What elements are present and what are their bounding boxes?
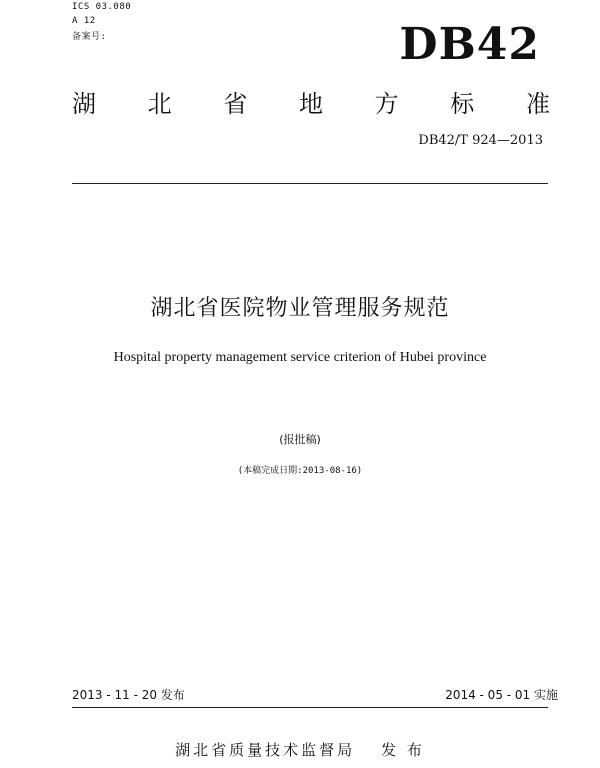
standard-type-char: 准: [525, 90, 550, 118]
standard-type-char: 北: [147, 90, 172, 118]
bottom-divider: [72, 707, 548, 708]
issuer-line: [0, 739, 600, 761]
document-title-chinese: 湖北省医院物业管理服务规范: [150, 296, 450, 321]
draft-status: (报批稿): [279, 433, 321, 446]
issuer-action: 发 布: [381, 741, 425, 759]
implementation-date: 2014 - 05 - 01 实施: [445, 688, 558, 702]
classification-code: A 12: [72, 16, 96, 26]
standard-type-char: 标: [450, 90, 475, 118]
standard-type-char: 方: [374, 90, 399, 118]
standard-type-title: [72, 89, 550, 119]
record-number-label: 备案号:: [72, 32, 107, 42]
standard-code: DB42: [399, 19, 540, 70]
top-divider: [72, 183, 548, 184]
completion-date: (本稿完成日期:2013-08-16): [237, 466, 363, 476]
standard-type-char: 地: [298, 90, 323, 118]
standard-number: DB42/T 924—2013: [418, 133, 543, 148]
issuer-name: 湖北省质量技术监督局: [175, 741, 356, 759]
standard-type-char: 湖: [72, 90, 96, 118]
document-title-english: Hospital property management service criterion of Hubei province: [113, 350, 487, 365]
ics-code: ICS 03.080: [72, 2, 132, 12]
standard-type-char: 省: [223, 90, 248, 118]
issue-date: 2013 - 11 - 20 发布: [72, 688, 185, 702]
